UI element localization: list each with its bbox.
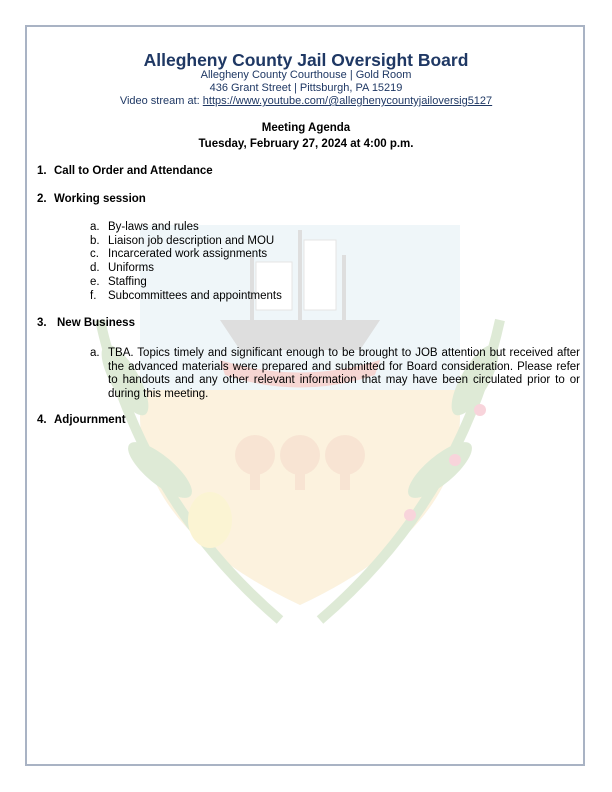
item-letter: a. <box>90 347 100 359</box>
agenda-heading: Meeting Agenda <box>261 122 351 134</box>
item-text: Staffing <box>108 276 147 288</box>
item-text: By-laws and rules <box>108 221 199 233</box>
item-text: Uniforms <box>108 262 155 274</box>
list-item <box>90 290 282 302</box>
item-text: Liaison job description and MOU <box>108 235 275 247</box>
list-item <box>90 235 274 247</box>
item-letter: c. <box>90 248 99 260</box>
section-adjournment <box>37 414 126 426</box>
section-title: Working session <box>54 193 146 205</box>
section-working-session <box>37 193 146 205</box>
board-title: Allegheny County Jail Oversight Board <box>143 50 469 70</box>
item-letter: f. <box>90 290 97 302</box>
meeting-location: Allegheny County Courthouse | Gold Room <box>200 69 412 81</box>
item-letter: e. <box>90 276 100 288</box>
section-new-business <box>37 317 135 329</box>
list-item <box>90 347 580 401</box>
list-item <box>90 221 199 233</box>
item-letter: a. <box>90 221 100 233</box>
item-letter: d. <box>90 262 100 274</box>
list-item <box>90 248 267 260</box>
item-letter: b. <box>90 235 100 247</box>
video-stream-link[interactable]: https://www.youtube.com/@alleghenycountyjailoversig5127 <box>202 95 493 107</box>
section-title: New Business <box>57 317 135 329</box>
list-item <box>90 262 154 274</box>
item-text: Subcommittees and appointments <box>108 290 282 302</box>
video-stream-line <box>0 95 612 107</box>
section-number: 2. <box>37 193 47 205</box>
meeting-address: 436 Grant Street | Pittsburgh, PA 15219 <box>209 82 403 94</box>
item-text: Incarcerated work assignments <box>108 248 268 260</box>
item-text: TBA. Topics timely and significant enough to be brought to JOB attention but received after the advanced materials were prepared and submitted for Board consideration. Please refer to handouts and any other relevant information that may have been circulated prior to or during this meeting. <box>108 347 580 400</box>
section-number: 1. <box>37 165 47 177</box>
section-title: Call to Order and Attendance <box>54 165 213 177</box>
section-number: 4. <box>37 414 47 426</box>
video-stream-label: Video stream at: <box>119 95 200 107</box>
list-item <box>90 276 147 288</box>
section-number: 3. <box>37 317 47 329</box>
meeting-date: Tuesday, February 27, 2024 at 4:00 p.m. <box>198 138 414 150</box>
section-title: Adjournment <box>54 414 126 426</box>
section-call-to-order <box>37 165 213 177</box>
